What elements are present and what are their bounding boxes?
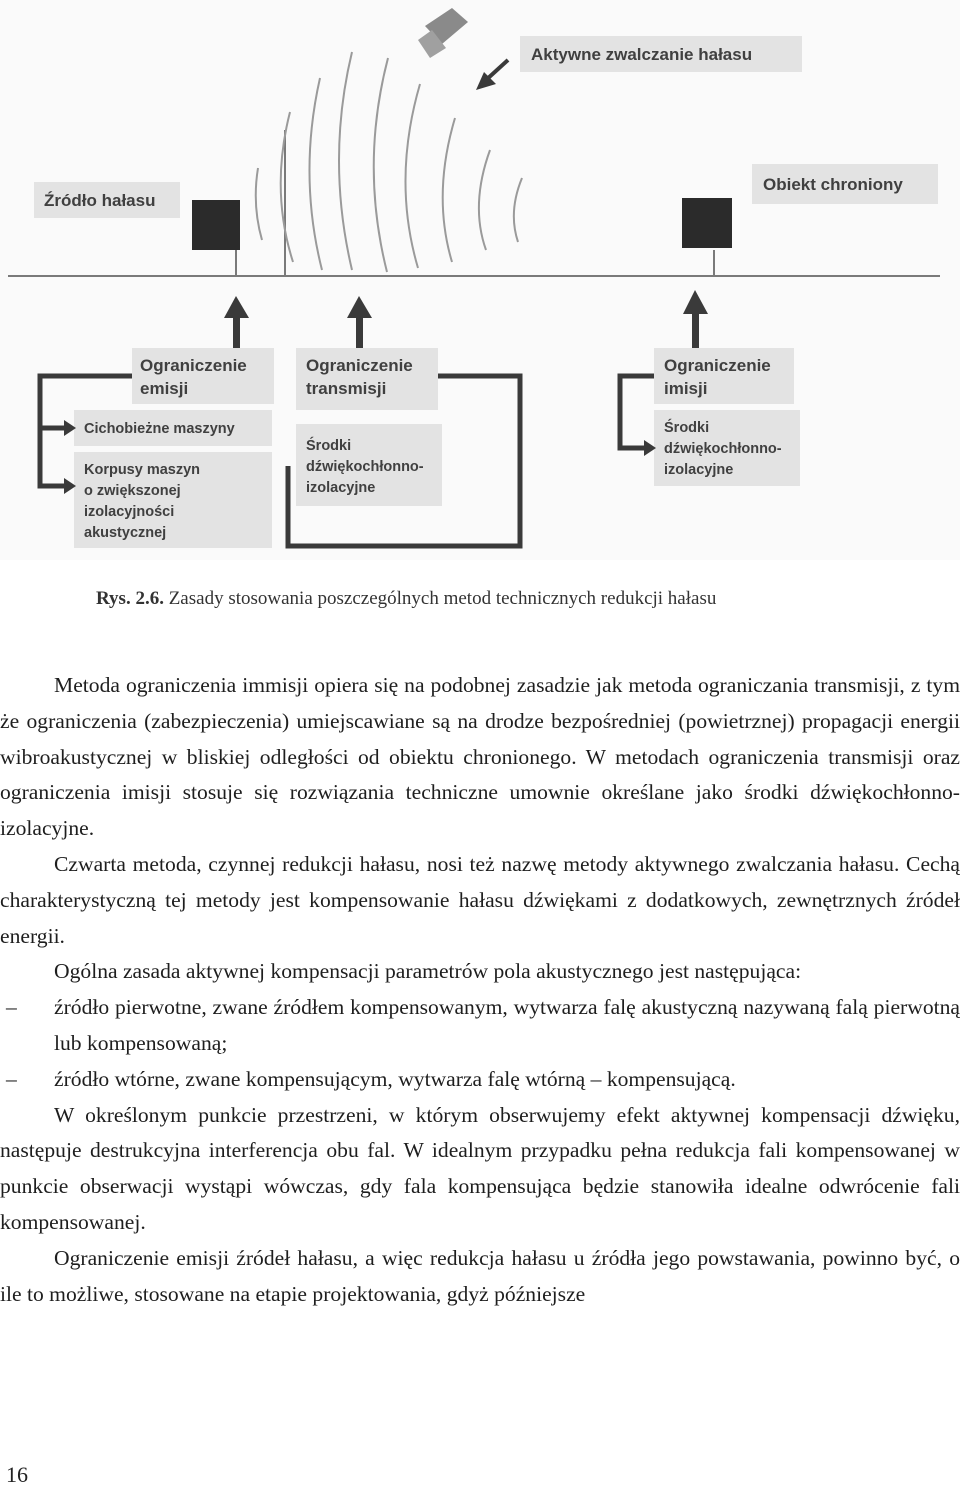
label-means-im-1: Środki [664, 420, 710, 436]
paragraph-4-text: W określonym punkcie przestrzeni, w którym obserwujemy efekt aktywnej kompensacji dźwięku, następuje destrukcyjna interferencja obu fal. W idealnym przypadku pełna redukcja fali kompensowanej w punkcie obserwacji wystąpi wówczas, gdy fala kompensująca będzie stanowiła idealne odwrócenie fali kompensowanej. [0, 1102, 960, 1234]
paragraph-3-text: Ogólna zasada aktywnej kompensacji parametrów pola akustycznego jest następująca: [54, 959, 802, 984]
label-means-tr-1: Środki [306, 438, 352, 454]
body-text [0, 668, 960, 1312]
paragraph-3 [0, 954, 960, 990]
label-protected: Obiekt chroniony [763, 175, 903, 194]
caption-text: Zasady stosowania poszczególnych metod technicznych redukcji hałasu [163, 588, 717, 609]
label-means-im-3: izolacyjne [664, 462, 734, 478]
paragraph-2-text: Czwarta metoda, czynnej redukcji hałasu, nosi też nazwę metody aktywnego zwalczania hałasu. Cechą charakterystyczną tej metody jest kompensowanie hałasu dźwiękami z dodatkowych, zewnętrznych źródeł energii. [0, 851, 960, 948]
paragraph-5-text: Ograniczenie emisji źródeł hałasu, a więc redukcja hałasu u źródła jego powstawania, powinno być, o ile to możliwe, stosowane na etapie projektowania, gdyż późniejsze [0, 1245, 960, 1306]
noise-source-square [192, 200, 240, 250]
label-immission-2: imisji [664, 379, 708, 398]
list-item-2 [0, 1062, 960, 1098]
figure-caption [96, 588, 916, 610]
label-emission-1: Ograniczenie [140, 356, 247, 375]
label-emission-2: emisji [140, 379, 189, 398]
label-source: Źródło hałasu [44, 191, 156, 210]
list-dash-2: – [6, 1066, 17, 1091]
label-quiet-machines: Cichobieżne maszyny [84, 421, 235, 437]
paragraph-5 [0, 1241, 960, 1313]
label-transmission-2: transmisji [306, 379, 387, 398]
noise-reduction-diagram [0, 0, 960, 570]
list-dash-1: – [6, 995, 17, 1020]
label-immission-1: Ograniczenie [664, 356, 771, 375]
list-item-2-text: źródło wtórne, zwane kompensującym, wytwarza falę wtórną – kompensującą. [54, 1066, 736, 1091]
label-active: Aktywne zwalczanie hałasu [531, 45, 753, 64]
label-housings-3: izolacyjności [84, 504, 175, 520]
label-means-tr-2: dźwiękochłonno- [306, 459, 424, 475]
list-item-1-text: źródło pierwotne, zwane źródłem kompensowanym, wytwarza falę akustyczną nazywaną falą pierwotną lub kompensowaną; [54, 995, 960, 1055]
label-transmission-1: Ograniczenie [306, 356, 413, 375]
caption-number: Rys. 2.6. [96, 588, 164, 609]
paragraph-1-text: Metoda ograniczenia immisji opiera się na podobnej zasadzie jak metoda ograniczania transmisji, z tym że ograniczenia (zabezpieczenia) umiejscawiane są na drodze bezpośredniej (powietrznej) propagacji energii wibroakustycznej w bliskiej odległości od obiektu chronionego. W metodach ograniczenia transmisji oraz ograniczenia imisji stosuje się rozwiązania techniczne umownie określane jako środki dźwiękochłonno-izolacyjne. [0, 673, 960, 841]
paragraph-1 [0, 668, 960, 847]
label-means-tr-3: izolacyjne [306, 480, 376, 496]
protected-object-square [682, 198, 732, 248]
page-number: 16 [6, 1462, 28, 1487]
label-housings-4: akustycznej [84, 525, 167, 541]
label-means-im-2: dźwiękochłonno- [664, 441, 782, 457]
label-housings-2: o zwiększonej [84, 483, 181, 499]
label-housings-1: Korpusy maszyn [84, 462, 201, 478]
list-item-1 [0, 990, 960, 1062]
paragraph-4 [0, 1098, 960, 1241]
paragraph-2 [0, 847, 960, 954]
